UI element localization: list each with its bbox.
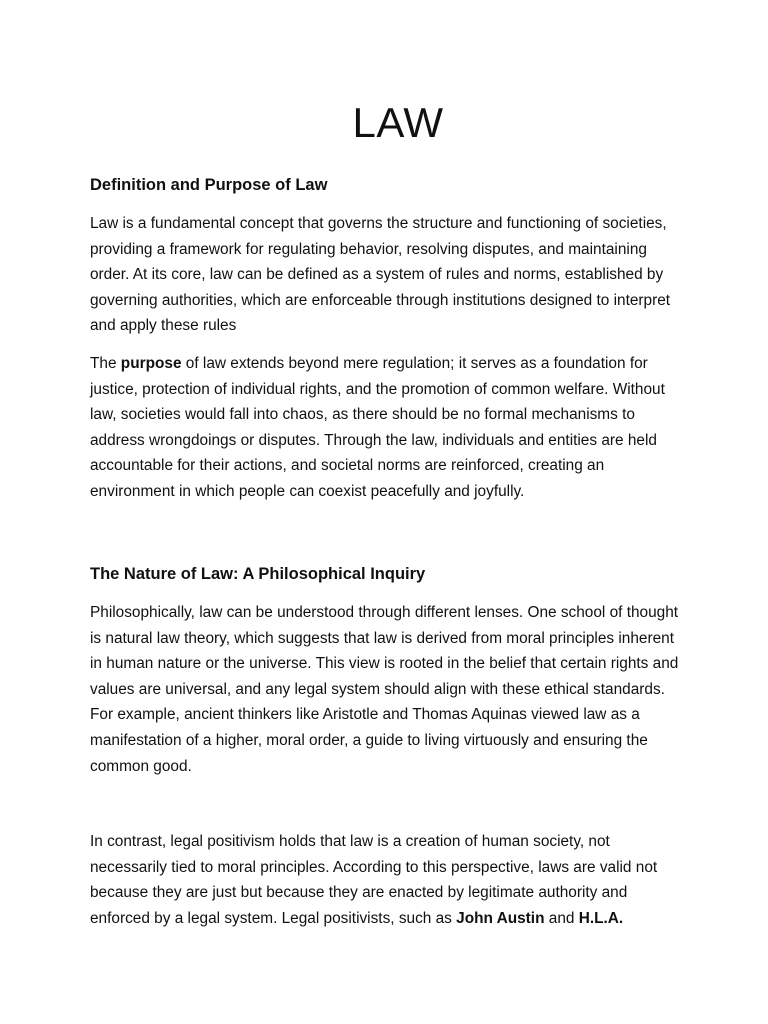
paragraph-definition: Law is a fundamental concept that governs the structure and functioning of societies, providing a framework for regulating behavior, resolving disputes, and maintaining order. At its core, law can be defined as a system of rules and norms, established by governing authorities, which are enforceable through institutions designed to interpret and apply these rules: [90, 215, 671, 335]
paragraph-positivism-conjunction: and: [544, 909, 579, 927]
bold-name-hla: H.L.A.: [578, 909, 624, 927]
bold-name-john-austin: John Austin: [456, 909, 545, 927]
paragraph-purpose-lead: The: [90, 355, 121, 372]
paragraph-purpose: [90, 351, 684, 505]
paragraph-purpose-body: of law extends beyond mere regulation; it serves as a foundation for justice, protection of individual rights, and the promotion of common welfare. Without law, societies would fall into chaos, as there should be no formal mechanisms to address wrongdoings or disputes. Through the law, individuals and entities are held accountable for their actions, and societal norms are reinforced, creating an environment in which people can coexist peacefully and joyfully.: [90, 355, 665, 500]
paragraph-legal-positivism: [90, 829, 684, 931]
bold-term-purpose: purpose: [120, 355, 182, 372]
paragraph-natural-law: Philosophically, law can be understood through different lenses. One school of thought is natural law theory, which suggests that law is derived from moral principles inherent in human nature or the universe. This view is rooted in the belief that certain rights and values are universal, and any legal system should align with these ethical standards. For example, ancient thinkers like Aristotle and Thomas Aquinas viewed law as a manifestation of a higher, moral order, a guide to living virtuously and ensuring the common good.: [90, 604, 679, 775]
section-heading-nature: The Nature of Law: A Philosophical Inquiry: [90, 565, 426, 583]
paragraph-positivism-lead: In contrast, legal positivism holds that law is a creation of human society, not necessarily tied to moral principles. According to this perspective, laws are valid not because they are just but because they are enacted by legitimate authority and enforced by a legal system. Legal positivists, such as: [90, 833, 658, 927]
document-title: LAW: [352, 99, 444, 146]
section-heading-definition: Definition and Purpose of Law: [90, 176, 328, 194]
